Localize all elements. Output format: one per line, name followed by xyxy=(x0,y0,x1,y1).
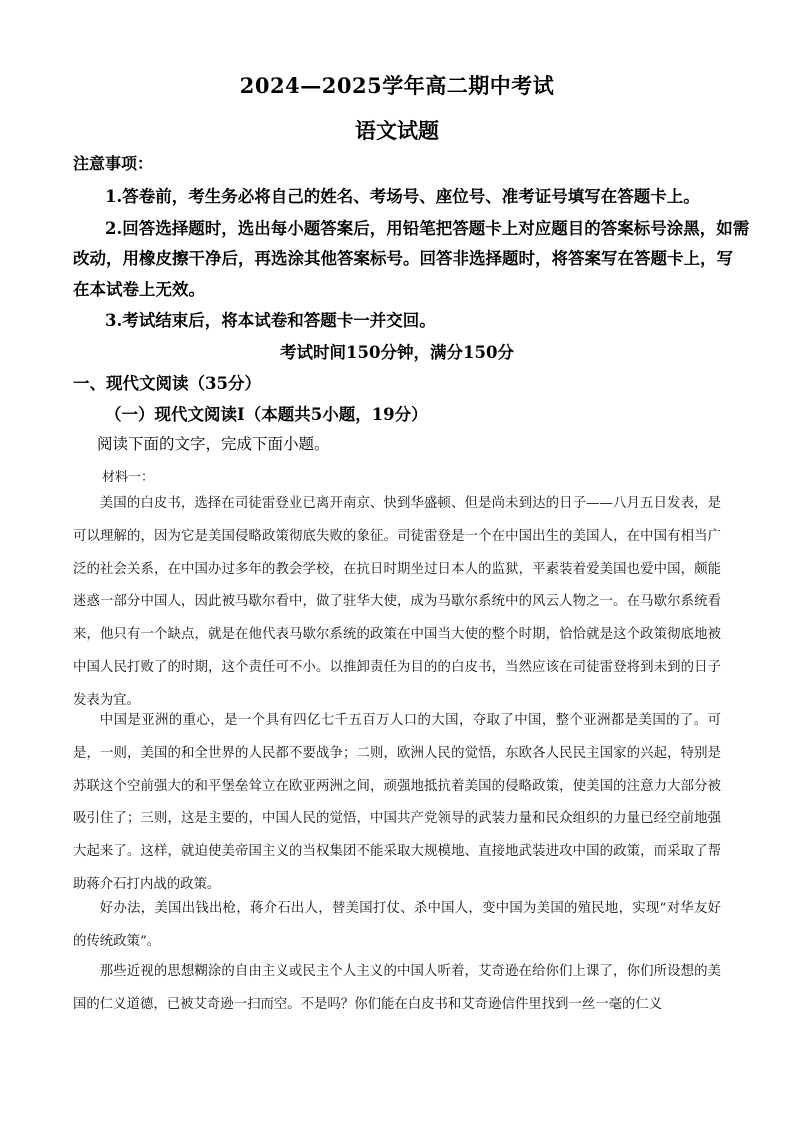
exam-subtitle: 语文试题 xyxy=(355,118,439,143)
exam-title: 2024—2025学年高二期中考试 xyxy=(239,73,555,98)
paragraph-1: 美国的白皮书，选择在司徒雷登业已离开南京、快到华盛顿、但是尚未到达的日子——八月五日发表，是可以理解的，因为它是美国侵略政策彻底失败的象征。司徒雷登是一个在中国出生的美国人，在中国有相当广泛的社会关系，在中国办过多年的教会学校，在抗日时期坐过日本人的监狱，平素装着爱美国也爱中国，颇能迷惑一部分中国人，因此被马歇尔看中，做了驻华大使，成为马歇尔系统中的风云人物之一。在马歇尔系统看来，他只有一个缺点，就是在他代表马歇尔系统的政策在中国当大使的整个时期，恰恰就是这个政策彻底地被中国人民打败了的时期，这个责任可不小。以推卸责任为目的的白皮书，当然应该在司徒雷登将到未到的日子发表为宜。 xyxy=(73,496,721,708)
paragraph-4: 那些近视的思想糊涂的自由主义或民主个人主义的中国人听着，艾奇逊在给你们上课了，你们所设想的美国的仁义道德，已被艾奇逊一扫而空。不是吗？你们能在白皮书和艾奇逊信件里找到一丝一毫的仁义 xyxy=(73,964,721,1012)
exam-time-info: 考试时间150分钟，满分150分 xyxy=(280,343,514,362)
notice-item-2-line-2: 改动，用橡皮擦干净后，再选涂其他答案标号。回答非选择题时，将答案写在答题卡上，写 xyxy=(73,249,733,268)
notice-item-2-line-3: 在本试卷上无效。 xyxy=(73,280,205,299)
sub-section-heading: （一）现代文阅读Ⅰ（本题共5小题，19分） xyxy=(105,405,428,424)
material-label: 材料一： xyxy=(102,470,155,485)
notice-label: 注意事项： xyxy=(73,154,154,173)
reading-instruction: 阅读下面的文字，完成下面小题。 xyxy=(97,435,330,453)
paragraph-3: 好办法，美国出钱出枪，蒋介石出人，替美国打仗、杀中国人，变中国为美国的殖民地，实现“对华友好的传统政策”。 xyxy=(73,901,721,949)
notice-item-2-line-1: 2.回答选择题时，选出每小题答案后，用铅笔把答题卡上对应题目的答案标号涂黑，如需 xyxy=(105,219,750,238)
notice-item-1: 1.答卷前，考生务必将自己的姓名、考场号、座位号、准考证号填写在答题卡上。 xyxy=(105,187,700,206)
section-heading: 一、现代文阅读（35分） xyxy=(73,374,261,393)
notice-item-3: 3.考试结束后，将本试卷和答题卡一并交回。 xyxy=(105,311,436,330)
paragraph-2: 中国是亚洲的重心，是一个具有四亿七千五百万人口的大国，夺取了中国，整个亚洲都是美国的了。可是，一则，美国的和全世界的人民都不要战争；二则，欧洲人民的觉悟，东欧各人民民主国家的兴起，特别是苏联这个空前强大的和平堡垒耸立在欧亚两洲之间，顽强地抵抗着美国的侵略政策，使美国的注意力大部分被吸引住了；三则，这是主要的，中国人民的觉悟，中国共产党领导的武装力量和民众组织的力量已经空前地强大起来了。这样，就迫使美帝国主义的当权集团不能采取大规模地、直接地武装进攻中国的政策，而采取了帮助蒋介石打内战的政策。 xyxy=(73,713,721,892)
